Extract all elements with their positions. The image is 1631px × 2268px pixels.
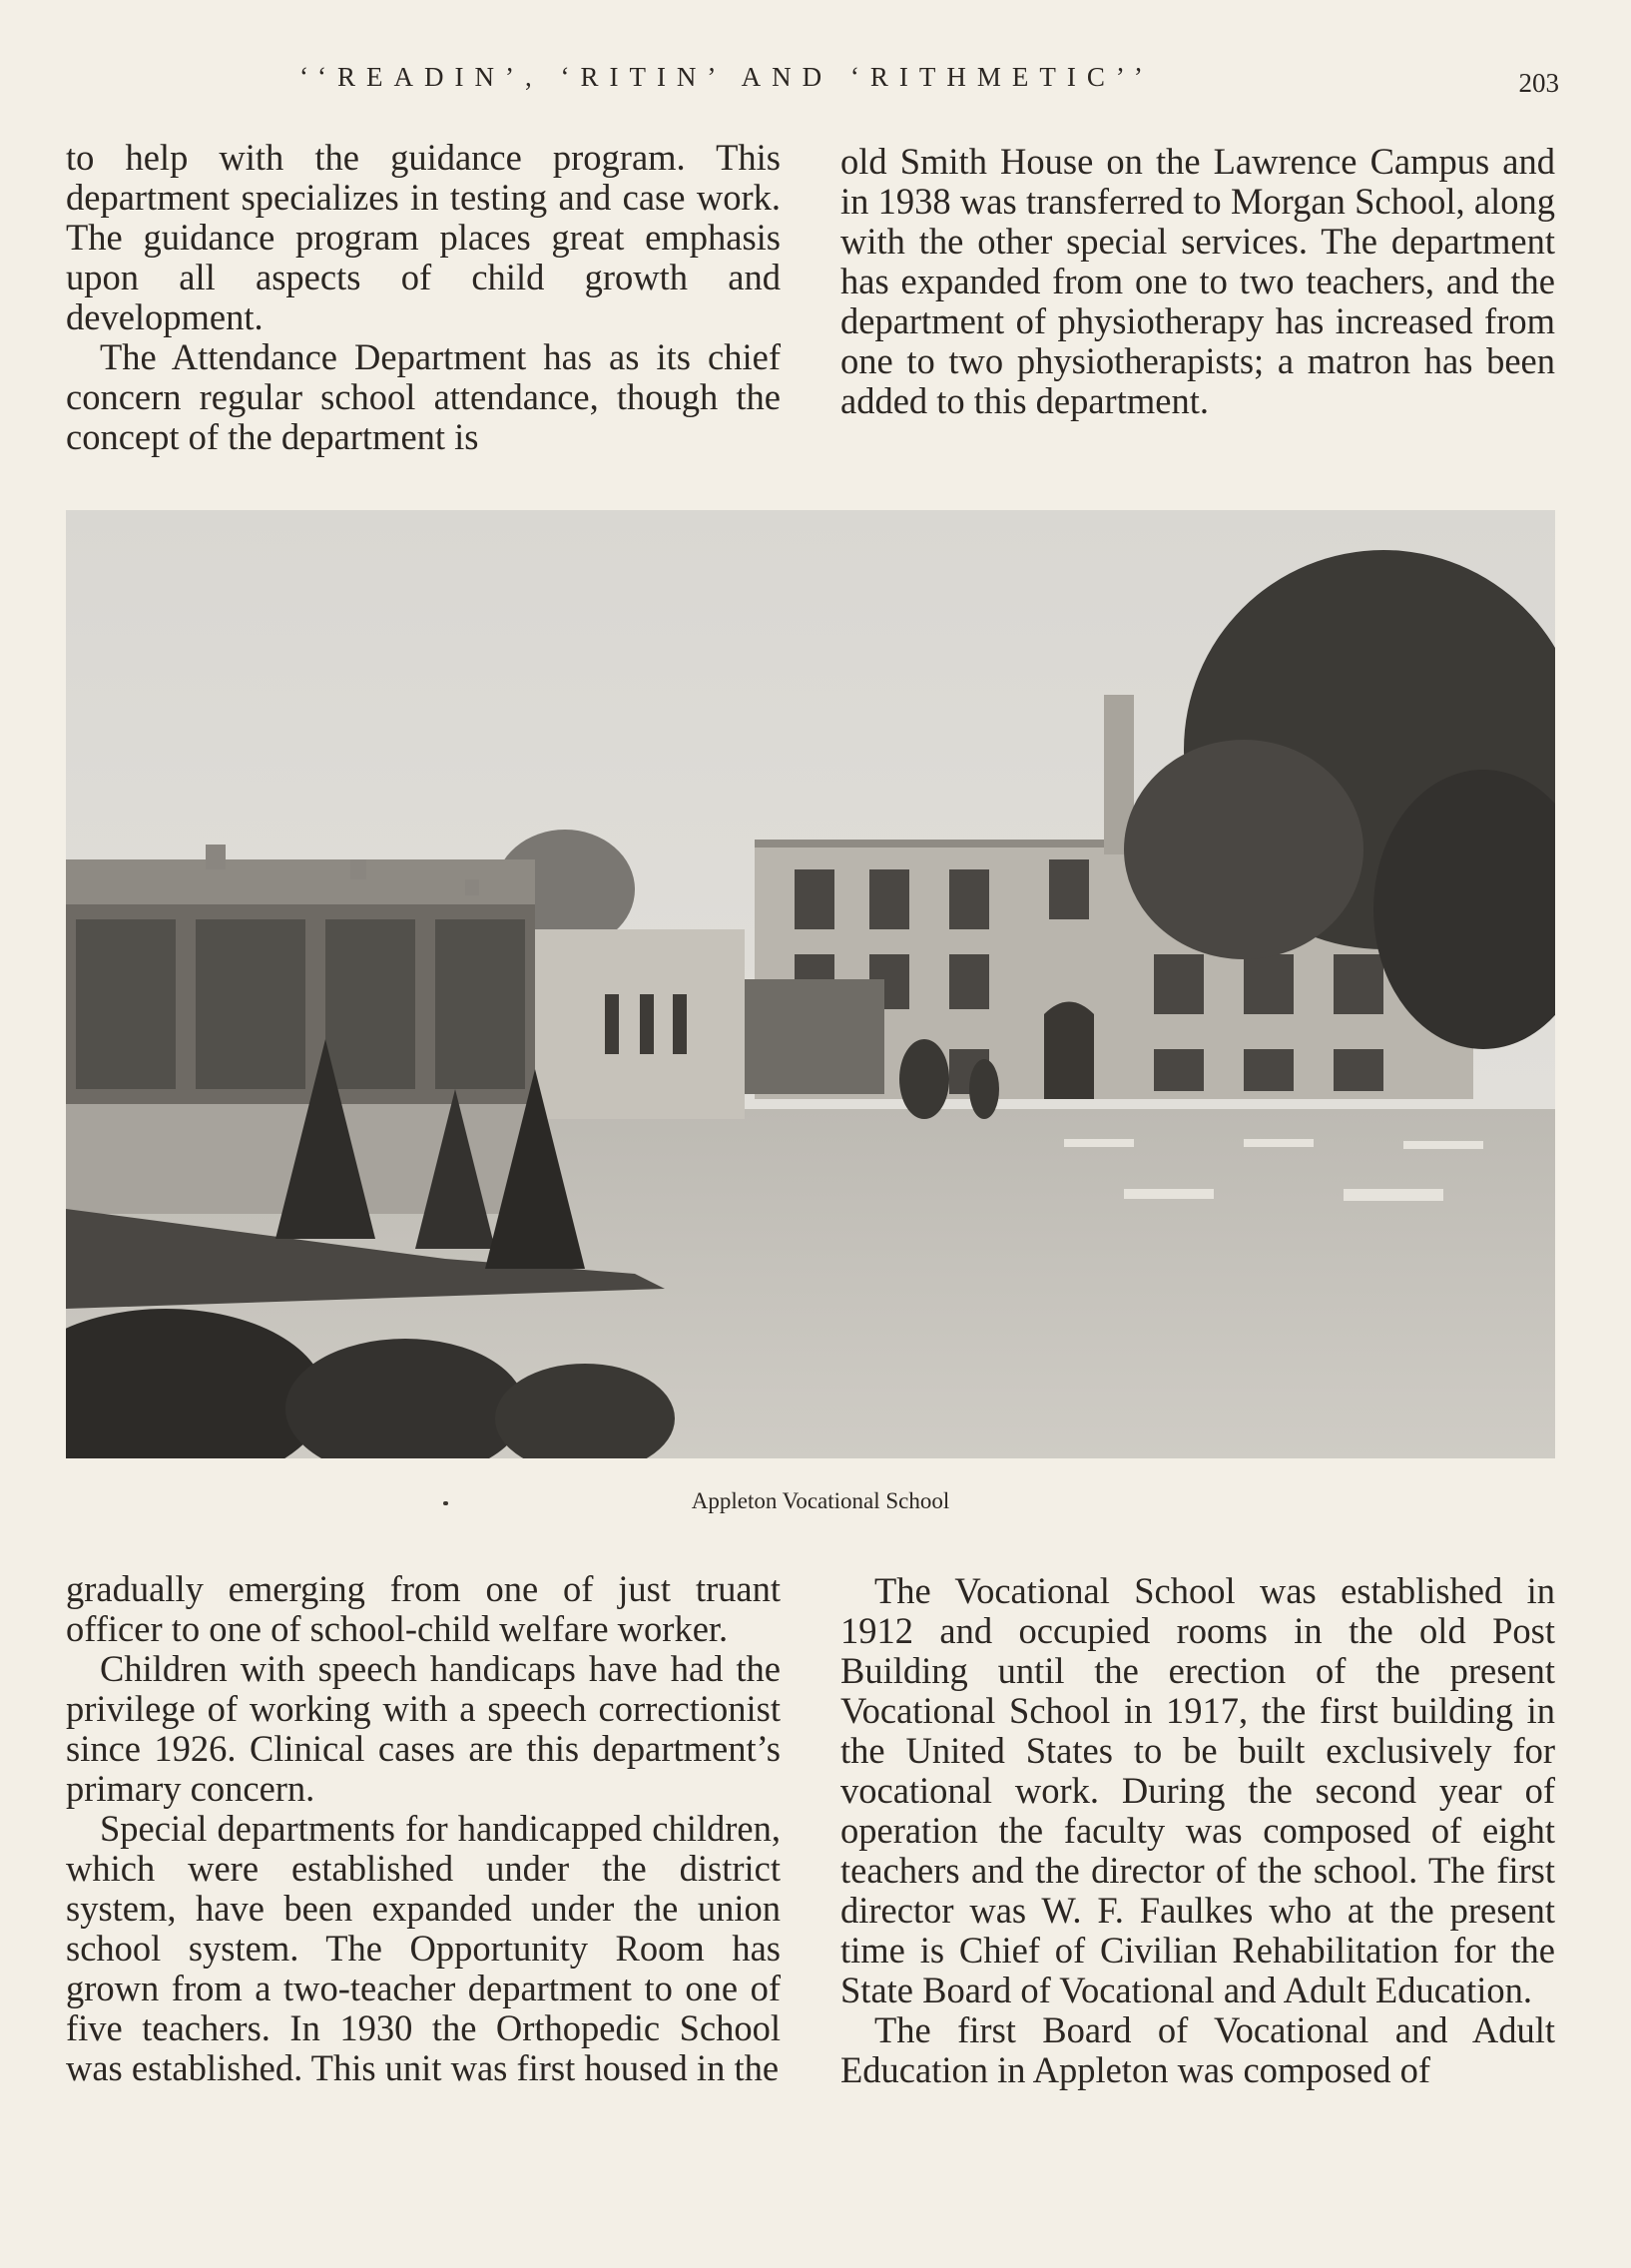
top-left-column [66,138,781,457]
figure-caption: Appleton Vocational School [691,1488,950,1513]
paragraph: gradually emerging from one of just truant officer to one of school-child welfare worker. [66,1568,781,1649]
running-head: ‘‘READIN’, ‘RITIN’ AND ‘RITHMETIC’’ [299,62,1154,92]
school-photograph [66,510,1555,1458]
paragraph: The Attendance Department has as its chief concern regular school attendance, though the concept of the department is [66,336,781,457]
paragraph: to help with the guidance program. This department specializes in testing and case work. The guidance program places great emphasis upon all aspects of child growth and development. [66,137,781,337]
bottom-left-column [66,1569,781,2088]
bottom-right-column [840,1571,1555,2090]
paragraph: The first Board of Vocational and Adult Education in Appleton was composed of [840,2009,1555,2090]
paragraph: Special departments for handicapped children, which were established under the district system, have been expanded under the union school system. The Opportunity Room has grown from a two-teacher department to one of five teachers. In 1930 the Orthopedic School was established. This unit was first housed in the [66,1808,781,2088]
paragraph: old Smith House on the Lawrence Campus and in 1938 was transferred to Morgan School, along with the other special services. The department has expanded from one to two teachers, and the department of physiotherapy has increased from one to two physiotherapists; a matron has been added to this department. [840,141,1555,421]
top-right-column [840,142,1555,421]
paragraph: Children with speech handicaps have had the privilege of working with a speech correctionist since 1926. Clinical cases are this department’s primary concern. [66,1648,781,1809]
page-number: 203 [1518,68,1559,98]
paragraph: The Vocational School was established in 1912 and occupied rooms in the old Post Building until the erection of the present Vocational School in 1917, the first building in the United States to be built exclusively for vocational work. During the second year of operation the faculty was composed of eight teachers and the director of the school. The first director was W. F. Faulkes who at the present time is Chief of Civilian Rehabilitation for the State Board of Vocational and Adult Education. [840,1570,1555,2010]
